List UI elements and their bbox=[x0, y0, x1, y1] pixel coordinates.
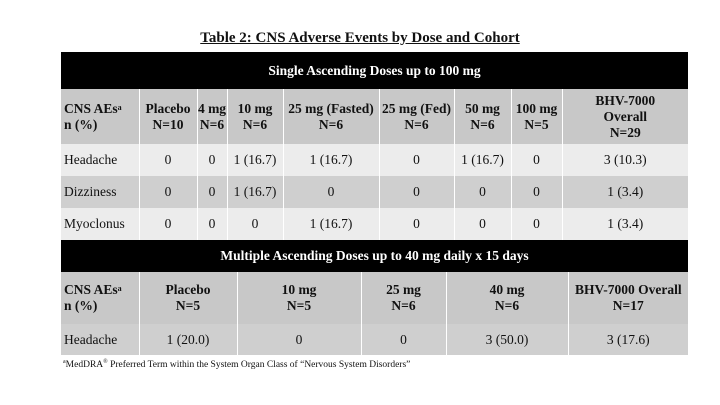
table-row bbox=[61, 144, 688, 176]
sad-header-100mg: 100 mg N=5 bbox=[511, 89, 562, 144]
table-cell: 1 (20.0) bbox=[139, 324, 237, 355]
table-cell: 0 bbox=[379, 176, 454, 208]
sad-header-50mg: 50 mg N=6 bbox=[454, 89, 511, 144]
sad-header-overall: BHV-7000 Overall N=29 bbox=[562, 89, 688, 144]
table-row bbox=[61, 176, 688, 208]
table-cell: 0 bbox=[197, 208, 227, 240]
table-cell: 1 (16.7) bbox=[283, 144, 379, 176]
footnote: $^a$MedDRA® Preferred Term within the System Organ Class of “Nervous System Disorders” bbox=[63, 359, 411, 370]
table-cell: 3 (17.6) bbox=[568, 324, 688, 355]
sad-table bbox=[61, 52, 688, 240]
sad-band-row bbox=[61, 52, 688, 89]
row-label: Headache bbox=[61, 324, 139, 355]
table-cell: 0 bbox=[454, 176, 511, 208]
mad-header-10mg: 10 mg N=5 bbox=[237, 272, 361, 324]
mad-band-row bbox=[61, 240, 688, 272]
table-cell: 0 bbox=[283, 176, 379, 208]
row-label: Dizziness bbox=[61, 176, 139, 208]
table-cell: 3 (50.0) bbox=[446, 324, 568, 355]
sad-header-4mg: 4 mg N=6 bbox=[197, 89, 227, 144]
table-cell: 1 (16.7) bbox=[227, 144, 283, 176]
sad-header-placebo: Placebo N=10 bbox=[139, 89, 197, 144]
sad-header-10mg: 10 mg N=6 bbox=[227, 89, 283, 144]
table-cell: 0 bbox=[379, 144, 454, 176]
sad-band-title: Single Ascending Doses up to 100 mg bbox=[61, 52, 688, 89]
mad-header-40mg: 40 mg N=6 bbox=[446, 272, 568, 324]
row-label: Headache bbox=[61, 144, 139, 176]
table-cell: 1 (16.7) bbox=[454, 144, 511, 176]
mad-table bbox=[61, 240, 688, 355]
table-cell: 1 (3.4) bbox=[562, 176, 688, 208]
sad-table-wrap bbox=[61, 52, 688, 355]
table-cell: 1 (16.7) bbox=[227, 176, 283, 208]
table-cell: 0 bbox=[379, 208, 454, 240]
mad-header-cns: CNS AEs$^a$ n (%) bbox=[61, 272, 139, 324]
row-label: Myoclonus bbox=[61, 208, 139, 240]
table-cell: 0 bbox=[237, 324, 361, 355]
table-cell: 0 bbox=[511, 208, 562, 240]
mad-band-title: Multiple Ascending Doses up to 40 mg daily x 15 days bbox=[61, 240, 688, 272]
table-cell: 0 bbox=[511, 144, 562, 176]
mad-header-row bbox=[61, 272, 688, 324]
mad-header-placebo: Placebo N=5 bbox=[139, 272, 237, 324]
table-row bbox=[61, 324, 688, 355]
table-title: Table 2: CNS Adverse Events by Dose and Cohort bbox=[200, 30, 520, 46]
table-cell: 0 bbox=[361, 324, 446, 355]
sad-header-25mg-fasted: 25 mg (Fasted) N=6 bbox=[283, 89, 379, 144]
mad-header-25mg: 25 mg N=6 bbox=[361, 272, 446, 324]
table-cell: 0 bbox=[139, 144, 197, 176]
table-cell: 0 bbox=[197, 176, 227, 208]
sad-header-cns: CNS AEs$^a$ n (%) bbox=[61, 89, 139, 144]
table-cell: 3 (10.3) bbox=[562, 144, 688, 176]
table-cell: 0 bbox=[139, 176, 197, 208]
table-row bbox=[61, 208, 688, 240]
table-cell: 0 bbox=[511, 176, 562, 208]
mad-header-overall: BHV-7000 Overall N=17 bbox=[568, 272, 688, 324]
table-cell: 0 bbox=[139, 208, 197, 240]
table-cell: 0 bbox=[454, 208, 511, 240]
sad-header-row bbox=[61, 89, 688, 144]
table-cell: 1 (16.7) bbox=[283, 208, 379, 240]
table-cell: 0 bbox=[197, 144, 227, 176]
table-cell: 0 bbox=[227, 208, 283, 240]
table-cell: 1 (3.4) bbox=[562, 208, 688, 240]
sad-header-25mg-fed: 25 mg (Fed) N=6 bbox=[379, 89, 454, 144]
